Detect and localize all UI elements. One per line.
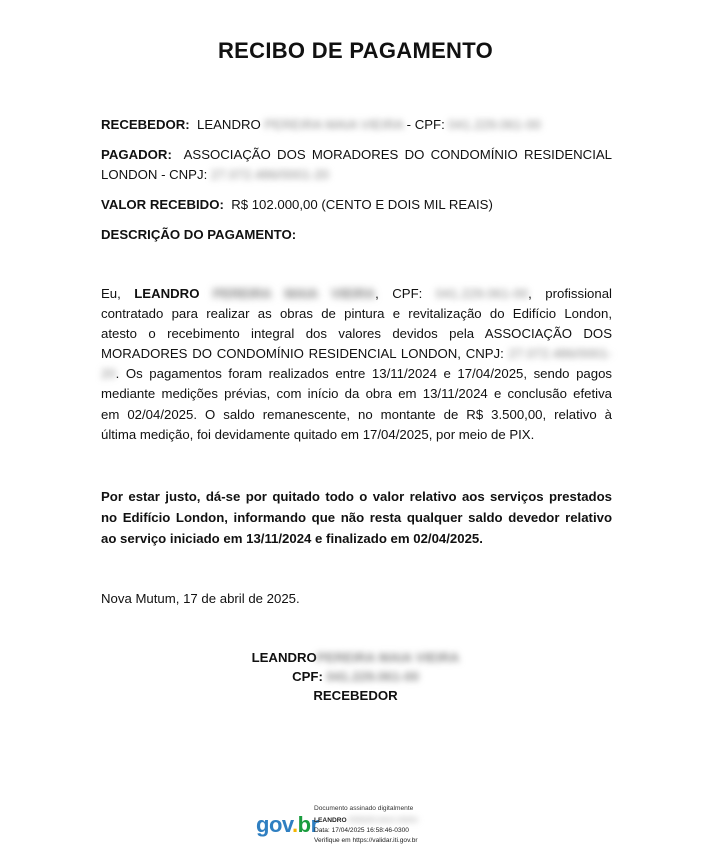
signature-role: RECEBEDOR [313,688,398,703]
recebedor-name: LEANDRO [197,117,261,132]
body-line-4: MORADORES DO CONDOMÍNIO RESIDENCIAL LONDON, CNPJ: 27.072.486/0001- [101,346,612,362]
closing-line-3: ao serviço iniciado em 13/11/2024 e finalizado em 02/04/2025. [101,531,483,546]
govbr-signature-stamp [256,804,456,850]
body-cnpj-redacted-end: 20 [101,366,116,382]
signature-cpf: CPF: 041.229.061-00 [292,669,419,684]
govbr-signer: LEANDRO PEREIRA MAIA VIEIRA [314,817,419,824]
body-cnpj-redacted: 27.072.486/0001- [508,346,612,362]
body-line-6: mediante medições prévias, com início da obra em 13/11/2024 e conclusão efetiva [101,386,612,402]
govbr-stamp-text [314,804,418,846]
recebedor-cpf-redacted: 041.229.061-00 [448,117,541,132]
descricao-field: DESCRIÇÃO DO PAGAMENTO: [101,227,297,242]
govbr-line-3: Data: 17/04/2025 16:58:46-0300 [314,827,409,834]
recebedor-name-redacted: PEREIRA MAIA VIEIRA [264,117,403,132]
body-line-5: 20. Os pagamentos foram realizados entre 13/11/2024 e 17/04/2025, sendo pagos [101,366,612,382]
valor-field: VALOR RECEBIDO: R$ 102.000,00 (CENTO E DOIS MIL REAIS) [101,197,493,212]
valor-value: R$ 102.000,00 (CENTO E DOIS MIL REAIS) [231,197,493,212]
pagador-label: PAGADOR [101,147,168,162]
place-date: Nova Mutum, 17 de abril de 2025. [101,591,300,606]
body-paragraph [101,284,612,445]
page-title: RECIBO DE PAGAMENTO [217,38,494,63]
body-line-1: Eu, LEANDRO PEREIRA MAIA VIEIRA, CPF: 041.229.061-00, profissional [101,286,612,301]
pagador-name-line2: LONDON - CNPJ: [101,167,208,182]
closing-line-2: no Edifício London, informando que não resta qualquer saldo devedor relativo [101,510,612,525]
signature-cpf-redacted: 041.229.061-00 [326,669,419,684]
closing-line-1: Por estar justo, dá-se por quitado todo o valor relativo aos serviços prestados [101,489,612,504]
body-name: LEANDRO [134,286,200,301]
recebedor-field: RECEBEDOR: LEANDRO PEREIRA MAIA VIEIRA - CPF: 041.229.061-00 [101,117,541,132]
body-line-3: atesto o recebimento integral dos valores devidos pela ASSOCIAÇÃO DOS [101,326,612,342]
pagador-name-line1: ASSOCIAÇÃO DOS MORADORES DO CONDOMÍNIO RESIDENCIAL [183,147,612,162]
signature-name-redacted: PEREIRA MAIA VIEIRA [316,650,460,665]
govbr-signer-redacted: PEREIRA MAIA VIEIRA [348,817,419,824]
body-cpf-redacted: 041.229.061-00 [435,286,529,301]
pagador-field: PAGADOR: ASSOCIAÇÃO DOS MORADORES DO CONDOMÍNIO RESIDENCIAL LONDON - CNPJ: 27.072.486/0001-20 [101,147,612,182]
descricao-label: DESCRIÇÃO DO PAGAMENTO [101,227,292,242]
body-line-7: em 02/04/2025. O saldo remanescente, no montante de R$ 3.500,00, relativo à [101,406,612,422]
govbr-line-1: Documento assinado digitalmente [314,805,414,812]
recebedor-cpf-label: - CPF: [406,117,445,132]
closing-paragraph [101,486,612,549]
signature-name: LEANDROPEREIRA MAIA VIEIRA [251,650,460,665]
valor-label: VALOR RECEBIDO [101,197,220,212]
govbr-logo: gov.br [256,812,319,837]
body-name-redacted: PEREIRA MAIA VIEIRA [212,286,376,301]
govbr-line-4: Verifique em https://validar.iti.gov.br [314,837,418,844]
body-line-2: contratado para realizar as obras de pintura e revitalização do Edifício London, [101,306,612,322]
recebedor-label: RECEBEDOR [101,117,186,132]
pagador-cnpj-redacted: 27.072.486/0001-20 [210,167,329,182]
body-line-8: última medição, foi devidamente quitado em 17/04/2025, por meio de PIX. [101,426,535,442]
